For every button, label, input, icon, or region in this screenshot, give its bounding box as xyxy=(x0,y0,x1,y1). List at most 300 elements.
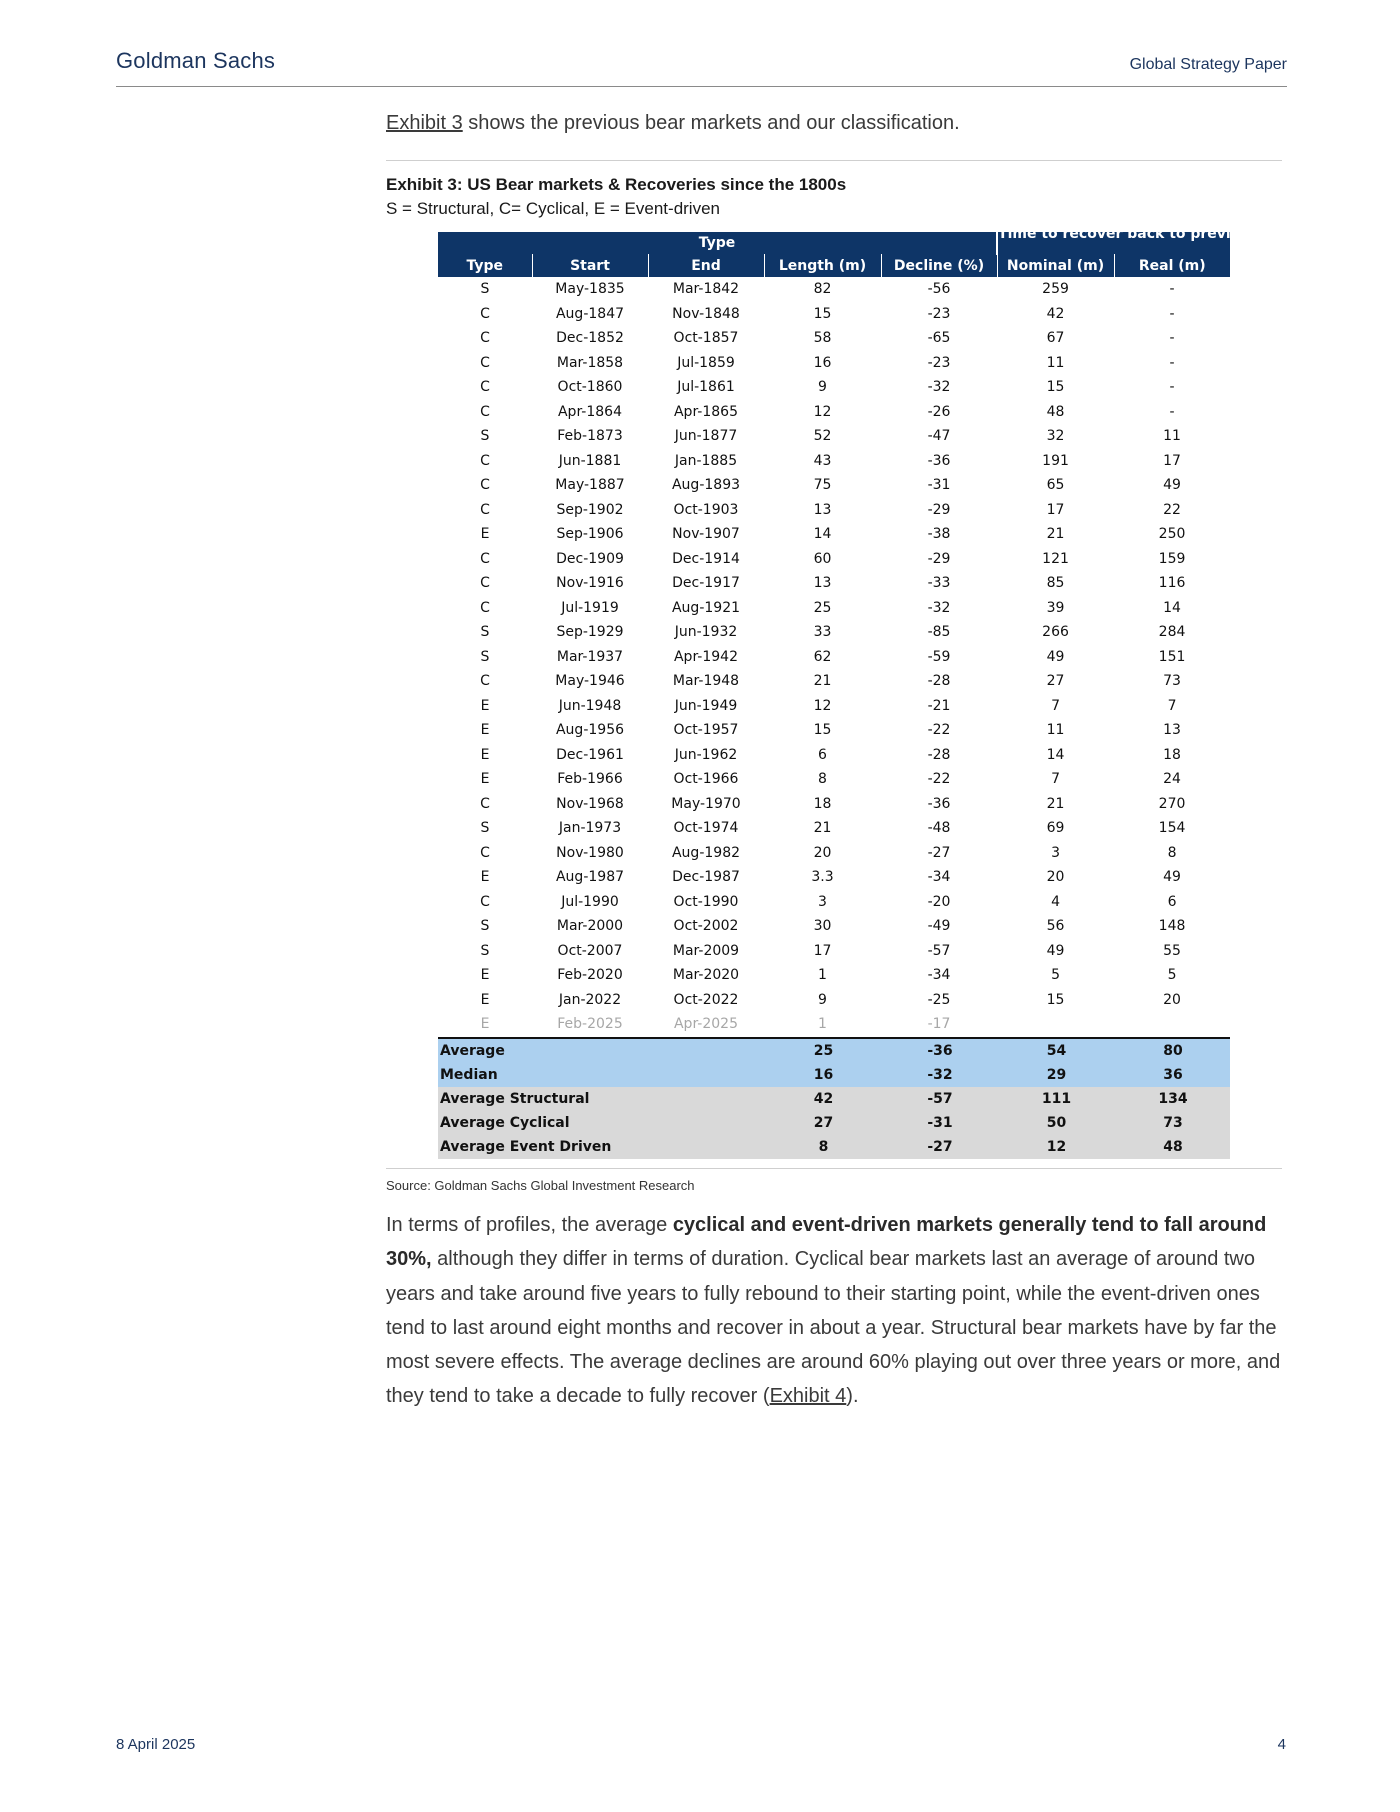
table-cell: - xyxy=(1169,379,1175,396)
table-cell: 58 xyxy=(813,330,832,347)
table-cell: 17 xyxy=(1163,452,1181,469)
table-cell: -22 xyxy=(927,722,951,739)
table-cell: Dec-1852 xyxy=(556,330,624,347)
table-cell: 3 xyxy=(818,893,827,910)
summary-label: Average Structural xyxy=(438,1087,764,1111)
table-group-header xyxy=(438,232,1230,255)
column-header: Real (m) xyxy=(1114,255,1230,278)
table-row xyxy=(438,473,1230,498)
table-cell: Oct-2022 xyxy=(673,991,739,1008)
table-cell: May-1970 xyxy=(671,795,741,812)
table-cell: 75 xyxy=(813,477,832,494)
table-cell: - xyxy=(1169,403,1175,420)
table-cell: 266 xyxy=(1042,624,1069,641)
table-cell: - xyxy=(1169,281,1175,298)
table-cell: 4 xyxy=(1051,893,1060,910)
table-cell: 151 xyxy=(1158,648,1186,665)
table-cell: 49 xyxy=(1163,477,1181,494)
table-cell: 1 xyxy=(818,1016,827,1033)
table-cell: 82 xyxy=(813,281,832,298)
table-cell: 18 xyxy=(1163,746,1181,763)
table-cell: 3 xyxy=(1051,844,1060,861)
table-cell: Aug-1982 xyxy=(671,844,741,861)
table-cell: - xyxy=(1169,330,1175,347)
table-cell: 18 xyxy=(813,795,832,812)
table-cell: Aug-1921 xyxy=(671,599,741,616)
table-cell: Oct-1974 xyxy=(673,820,739,837)
table-cell: -47 xyxy=(927,428,951,445)
summary-cell: 54 xyxy=(997,1038,1114,1063)
column-header: Type xyxy=(438,255,532,278)
body-emphasis: cyclical and event-driven markets generally tend to fall around 30%, xyxy=(386,1214,1267,1271)
table-cell: C xyxy=(480,452,490,469)
footer-date: 8 April 2025 xyxy=(116,1736,196,1753)
exhibit-subtitle: S = Structural, C= Cyclical, E = Event-driven xyxy=(386,199,720,218)
table-cell: -22 xyxy=(927,771,951,788)
table-cell: Nov-1848 xyxy=(672,305,740,322)
table-cell: 21 xyxy=(813,673,832,690)
table-cell: Nov-1916 xyxy=(556,575,624,592)
table-cell: Feb-1966 xyxy=(557,771,623,788)
table-row xyxy=(438,1012,1230,1038)
table-cell: Apr-1942 xyxy=(673,648,738,665)
table-cell xyxy=(1114,1012,1230,1038)
table-cell: 52 xyxy=(813,428,832,445)
table-cell: Sep-1906 xyxy=(556,526,624,543)
table-row xyxy=(438,547,1230,572)
table-row xyxy=(438,988,1230,1013)
table-cell: -29 xyxy=(927,550,951,567)
table-row xyxy=(438,890,1230,915)
table-row xyxy=(438,841,1230,866)
summary-cell: 8 xyxy=(764,1135,881,1159)
table-row xyxy=(438,645,1230,670)
table-cell: -28 xyxy=(927,673,951,690)
table-row xyxy=(438,620,1230,645)
table-cell: Mar-2000 xyxy=(556,918,624,935)
exhibit-top-divider xyxy=(386,160,1282,161)
table-cell: 250 xyxy=(1158,526,1186,543)
table-row xyxy=(438,963,1230,988)
table-cell: Oct-1860 xyxy=(557,379,623,396)
table-cell: E xyxy=(480,697,490,714)
table-cell: 85 xyxy=(1046,575,1065,592)
table-cell: 48 xyxy=(1046,403,1065,420)
table-cell: -49 xyxy=(927,918,951,935)
summary-cell: 134 xyxy=(1114,1087,1230,1111)
summary-row xyxy=(438,1087,1230,1111)
table-cell: 25 xyxy=(813,599,832,616)
table-cell: E xyxy=(480,869,490,886)
table-cell: 7 xyxy=(1167,697,1177,714)
summary-cell: -32 xyxy=(881,1063,997,1087)
table-cell: Jun-1948 xyxy=(558,697,622,714)
table-cell: Mar-1937 xyxy=(556,648,624,665)
table-cell: Oct-1857 xyxy=(673,330,739,347)
summary-cell: 73 xyxy=(1114,1111,1230,1135)
table-cell: 284 xyxy=(1158,624,1186,641)
summary-cell: -31 xyxy=(881,1111,997,1135)
table-cell: 62 xyxy=(813,648,832,665)
table-cell: -34 xyxy=(927,869,951,886)
table-cell: 56 xyxy=(1046,918,1065,935)
table-cell: 16 xyxy=(813,354,832,371)
column-header: Start xyxy=(532,255,648,278)
table-cell: E xyxy=(480,1016,490,1033)
table-cell: 20 xyxy=(1163,991,1181,1008)
table-cell: 5 xyxy=(1167,967,1177,984)
table-cell: 33 xyxy=(813,624,832,641)
table-column-header xyxy=(438,255,1230,278)
table-cell: Mar-1948 xyxy=(672,673,740,690)
table-cell: S xyxy=(480,918,490,935)
table-cell: 121 xyxy=(1042,550,1069,567)
table-cell: S xyxy=(480,428,490,445)
table-cell: 6 xyxy=(818,746,827,763)
table-row xyxy=(438,743,1230,768)
table-cell: 20 xyxy=(1046,869,1065,886)
table-cell: -85 xyxy=(927,624,951,641)
table-cell: 13 xyxy=(813,575,832,592)
table-cell: S xyxy=(480,624,490,641)
table-cell: Jan-2022 xyxy=(558,991,622,1008)
table-cell: 60 xyxy=(813,550,832,567)
summary-cell: 48 xyxy=(1114,1135,1230,1159)
summary-cell: 12 xyxy=(997,1135,1114,1159)
table-cell: Dec-1914 xyxy=(672,550,740,567)
table-cell: 7 xyxy=(1051,771,1060,788)
table-cell: Apr-1864 xyxy=(557,403,622,420)
table-cell: Dec-1961 xyxy=(556,746,624,763)
table-row xyxy=(438,816,1230,841)
table-cell: Jun-1949 xyxy=(674,697,738,714)
table-cell: -20 xyxy=(927,893,951,910)
table-cell: 259 xyxy=(1042,281,1069,298)
table-row xyxy=(438,449,1230,474)
table-cell: 39 xyxy=(1046,599,1065,616)
table-body xyxy=(438,277,1230,1038)
table-cell: -29 xyxy=(927,501,951,518)
summary-cell: -27 xyxy=(881,1135,997,1159)
table-cell: Jan-1973 xyxy=(558,820,622,837)
table-cell: -59 xyxy=(927,648,951,665)
table-row xyxy=(438,498,1230,523)
table-cell: Mar-2020 xyxy=(672,967,740,984)
summary-row xyxy=(438,1063,1230,1087)
summary-cell: 16 xyxy=(764,1063,881,1087)
table-cell: E xyxy=(480,771,490,788)
table-cell: Feb-1873 xyxy=(557,428,623,445)
table-cell: 1 xyxy=(818,967,827,984)
page-number: 4 xyxy=(1277,1736,1286,1753)
table-cell: 11 xyxy=(1046,722,1065,739)
table-cell: Nov-1907 xyxy=(672,526,740,543)
table-cell: C xyxy=(480,550,490,567)
table-cell: 67 xyxy=(1046,330,1065,347)
table-cell: - xyxy=(1169,354,1175,371)
summary-cell: 80 xyxy=(1114,1038,1230,1063)
group-header-type: Type xyxy=(438,232,997,255)
table-cell: -32 xyxy=(927,379,951,396)
table-row xyxy=(438,400,1230,425)
summary-row xyxy=(438,1111,1230,1135)
summary-label: Median xyxy=(438,1063,764,1087)
table-row xyxy=(438,375,1230,400)
table-cell: 17 xyxy=(813,942,832,959)
table-row xyxy=(438,669,1230,694)
table-cell: C xyxy=(480,330,490,347)
table-cell: 30 xyxy=(813,918,832,935)
table-cell: -31 xyxy=(927,477,951,494)
table-cell: 8 xyxy=(818,771,827,788)
table-cell: 14 xyxy=(813,526,832,543)
table-cell: S xyxy=(480,820,490,837)
table-cell: 49 xyxy=(1046,942,1065,959)
table-cell: 55 xyxy=(1163,942,1181,959)
table-cell: Aug-1987 xyxy=(555,869,625,886)
table-cell: Nov-1968 xyxy=(556,795,624,812)
intro-sentence xyxy=(386,112,960,135)
table-cell: C xyxy=(480,673,490,690)
table-cell: Jul-1861 xyxy=(677,379,735,396)
summary-cell: -36 xyxy=(881,1038,997,1063)
table-cell: 14 xyxy=(1046,746,1065,763)
table-cell: Apr-1865 xyxy=(673,403,738,420)
table-cell: 13 xyxy=(813,501,832,518)
table-row xyxy=(438,326,1230,351)
table-cell: Aug-1893 xyxy=(671,477,741,494)
table-cell: 49 xyxy=(1046,648,1065,665)
table-cell: -36 xyxy=(927,452,951,469)
table-cell: -48 xyxy=(927,820,951,837)
table-cell: C xyxy=(480,305,490,322)
table-cell: Jan-1885 xyxy=(674,452,738,469)
table-cell: 9 xyxy=(818,991,827,1008)
table-cell: May-1835 xyxy=(555,281,625,298)
table-cell: E xyxy=(480,746,490,763)
table-cell: Oct-1957 xyxy=(673,722,739,739)
summary-cell: 50 xyxy=(997,1111,1114,1135)
header-divider xyxy=(116,86,1287,87)
summary-cell: 29 xyxy=(997,1063,1114,1087)
summary-label: Average Cyclical xyxy=(438,1111,764,1135)
table-cell: 21 xyxy=(1046,526,1065,543)
summary-cell: 111 xyxy=(997,1087,1114,1111)
table-cell: Feb-2025 xyxy=(557,1016,623,1033)
table-cell: Jun-1932 xyxy=(674,624,738,641)
table-cell: 65 xyxy=(1046,477,1065,494)
column-header: Length (m) xyxy=(764,255,881,278)
table-cell: 32 xyxy=(1046,428,1065,445)
bear-markets-table xyxy=(438,226,1302,1159)
table-cell: 49 xyxy=(1163,869,1181,886)
table-cell: Jun-1881 xyxy=(558,452,622,469)
table-summary xyxy=(438,1038,1230,1159)
table-cell: S xyxy=(480,648,490,665)
table-cell: Jun-1962 xyxy=(674,746,738,763)
summary-cell: 27 xyxy=(764,1111,881,1135)
table-cell: -56 xyxy=(927,281,951,298)
table-row xyxy=(438,694,1230,719)
table-cell: C xyxy=(480,795,490,812)
table-cell: 43 xyxy=(813,452,832,469)
table-cell: Oct-1990 xyxy=(673,893,739,910)
summary-cell: -57 xyxy=(881,1087,997,1111)
table-cell: Dec-1909 xyxy=(556,550,624,567)
table-cell: 15 xyxy=(813,722,832,739)
table-cell: 69 xyxy=(1046,820,1065,837)
table-row xyxy=(438,571,1230,596)
table-cell: -28 xyxy=(927,746,951,763)
summary-label: Average Event Driven xyxy=(438,1135,764,1159)
table-cell: -38 xyxy=(927,526,951,543)
table-cell: Mar-2009 xyxy=(672,942,740,959)
table-cell: 270 xyxy=(1158,795,1186,812)
table-cell: -36 xyxy=(927,795,951,812)
table-cell: Aug-1956 xyxy=(555,722,625,739)
summary-label: Average xyxy=(438,1038,764,1063)
table-cell: E xyxy=(480,722,490,739)
table-cell: May-1946 xyxy=(555,673,625,690)
table-cell: 154 xyxy=(1158,820,1186,837)
table-cell: 5 xyxy=(1051,967,1060,984)
table-cell: Jul-1990 xyxy=(561,893,619,910)
table-cell: 14 xyxy=(1163,599,1181,616)
table-cell: 11 xyxy=(1046,354,1065,371)
table-cell: 15 xyxy=(1046,379,1065,396)
table-cell: C xyxy=(480,403,490,420)
table-cell: May-1887 xyxy=(555,477,625,494)
table-cell: -32 xyxy=(927,599,951,616)
table-cell: -26 xyxy=(927,403,951,420)
table-cell: Jul-1859 xyxy=(677,354,735,371)
table-cell: Feb-2020 xyxy=(557,967,623,984)
table-cell: -34 xyxy=(927,967,951,984)
table-cell: -27 xyxy=(927,844,951,861)
table-cell: 15 xyxy=(1046,991,1065,1008)
table-cell: -65 xyxy=(927,330,951,347)
table-cell: Mar-1858 xyxy=(556,354,624,371)
table-cell: Jul-1919 xyxy=(561,599,619,616)
table-cell: -17 xyxy=(927,1016,951,1033)
table-cell: -21 xyxy=(927,697,951,714)
table-cell: 21 xyxy=(1046,795,1065,812)
table-cell: Sep-1902 xyxy=(556,501,624,518)
table-cell: 73 xyxy=(1163,673,1181,690)
table-row xyxy=(438,424,1230,449)
table-cell: Dec-1917 xyxy=(672,575,740,592)
table-row xyxy=(438,914,1230,939)
table-cell: C xyxy=(480,844,490,861)
table-cell: S xyxy=(480,281,490,298)
summary-cell: 36 xyxy=(1114,1063,1230,1087)
table-cell xyxy=(997,1012,1114,1038)
table-row xyxy=(438,792,1230,817)
table-cell: 27 xyxy=(1046,673,1065,690)
table-cell: E xyxy=(480,967,490,984)
table-cell: Dec-1987 xyxy=(672,869,740,886)
table-cell: 3.3 xyxy=(811,869,834,886)
table-row xyxy=(438,351,1230,376)
table-cell: 17 xyxy=(1046,501,1065,518)
table-cell: Mar-1842 xyxy=(672,281,740,298)
table-cell: - xyxy=(1169,305,1175,322)
table-cell: -57 xyxy=(927,942,951,959)
table-cell: 13 xyxy=(1163,722,1181,739)
table-row xyxy=(438,596,1230,621)
table-row xyxy=(438,767,1230,792)
table-cell: 42 xyxy=(1046,305,1065,322)
column-header: Nominal (m) xyxy=(997,255,1114,278)
table-row xyxy=(438,865,1230,890)
table-cell: C xyxy=(480,575,490,592)
table-cell: Oct-1903 xyxy=(673,501,739,518)
table-cell: 191 xyxy=(1042,452,1069,469)
table-cell: -33 xyxy=(927,575,951,592)
table-cell: 6 xyxy=(1167,893,1177,910)
summary-cell: 42 xyxy=(764,1087,881,1111)
summary-row xyxy=(438,1135,1230,1159)
exhibit-bottom-divider xyxy=(386,1168,1282,1169)
exhibit-4-link[interactable]: Exhibit 4 xyxy=(769,1385,847,1408)
brand-logo: Goldman Sachs xyxy=(116,48,276,73)
table-cell: Oct-2007 xyxy=(557,942,623,959)
table-cell: S xyxy=(480,942,490,959)
table-cell: 8 xyxy=(1167,844,1177,861)
table-cell: Oct-1966 xyxy=(673,771,739,788)
column-header: Decline (%) xyxy=(881,255,997,278)
body-paragraph: In terms of profiles, the average cyclical and event-driven markets generally tend to fall around 30%, although they differ in terms of duration. Cyclical bear markets last an average of around two years and take around five years to fully rebound to their starting point, while the event-driven ones tend to last around eight months and recover in about a year. Structural bear markets have by far the most severe effects. The average declines are around 60% playing out over three years or more, and they tend to take a decade to fully recover (Exhibit 4). xyxy=(386,1214,1281,1408)
table-cell: Nov-1980 xyxy=(556,844,624,861)
source-note: Source: Goldman Sachs Global Investment Research xyxy=(386,1178,695,1193)
table-cell: 15 xyxy=(813,305,832,322)
summary-row xyxy=(438,1038,1230,1063)
table-cell: 20 xyxy=(813,844,832,861)
document-type: Global Strategy Paper xyxy=(1129,56,1287,73)
table-cell: 12 xyxy=(813,403,832,420)
table-cell: 12 xyxy=(813,697,832,714)
table-cell: Apr-2025 xyxy=(673,1016,738,1033)
table-cell: -23 xyxy=(927,354,951,371)
table-cell: 22 xyxy=(1163,501,1181,518)
table-cell: C xyxy=(480,501,490,518)
table-cell: C xyxy=(480,379,490,396)
table-cell: -23 xyxy=(927,305,951,322)
table-cell: C xyxy=(480,477,490,494)
table-cell: 24 xyxy=(1163,771,1181,788)
table-cell: 21 xyxy=(813,820,832,837)
table-cell: 116 xyxy=(1158,575,1186,592)
table-cell: C xyxy=(480,354,490,371)
summary-cell: 25 xyxy=(764,1038,881,1063)
table-cell: Sep-1929 xyxy=(556,624,624,641)
group-header-recover: Time to recover back to previous level xyxy=(997,232,1230,255)
table-cell: 7 xyxy=(1051,697,1060,714)
table-cell: 159 xyxy=(1158,550,1186,567)
table-cell: E xyxy=(480,991,490,1008)
table-cell: 148 xyxy=(1158,918,1186,935)
table-cell: C xyxy=(480,893,490,910)
table-cell: 11 xyxy=(1163,428,1181,445)
column-header: End xyxy=(648,255,764,278)
table-row xyxy=(438,522,1230,547)
exhibit-3-link[interactable]: Exhibit 3 xyxy=(386,112,463,134)
intro-text: shows the previous bear markets and our classification. xyxy=(462,112,960,134)
table-cell: C xyxy=(480,599,490,616)
table-cell: Jun-1877 xyxy=(674,428,738,445)
table-cell: E xyxy=(480,526,490,543)
table-row xyxy=(438,302,1230,327)
